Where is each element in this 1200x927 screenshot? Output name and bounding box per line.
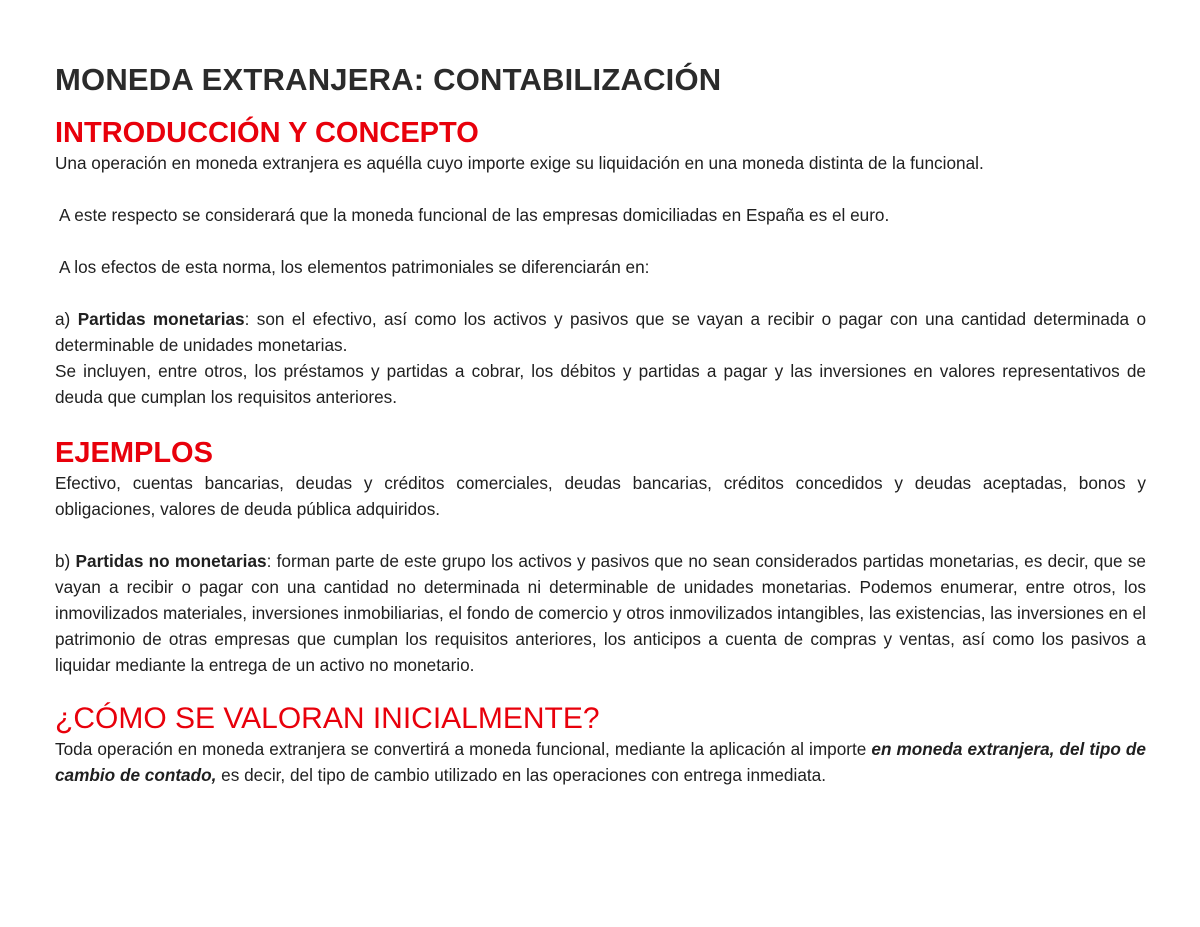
paragraph-definition: Una operación en moneda extranjera es aquélla cuyo importe exige su liquidación en una moneda distinta de la funcional. bbox=[55, 153, 984, 173]
paragraph-functional-currency: A este respecto se considerará que la moneda funcional de las empresas domiciliadas en España es el euro. bbox=[59, 205, 890, 225]
item-b-text: : forman parte de este grupo los activos y pasivos que no sean considerados partidas monetarias, es decir, que se vayan a recibir o pagar con una cantidad no determinada ni determinable de unidades monetarias. Podemos enumerar, entre otros, los inmovilizados materiales, inversiones inmobiliarias, el fondo de comercio y otros inmovilizados intangibles, las existencias, las inversiones en el patrimonio de otras empresas que cumplan los requisitos anteriores, los anticipos a cuenta de compras y ventas, así como los pasivos a liquidar mediante la entrega de un activo no monetario. bbox=[55, 551, 1146, 675]
spacer bbox=[55, 522, 1146, 548]
paragraph-examples: Efectivo, cuentas bancarias, deudas y créditos comerciales, deudas bancarias, créditos concedidos y deudas aceptadas, bonos y obligaciones, valores de deuda pública adquiridos. bbox=[55, 473, 1146, 519]
spacer bbox=[55, 228, 1146, 254]
section-heading-introduccion: INTRODUCCIÓN Y CONCEPTO bbox=[55, 117, 479, 149]
spacer bbox=[55, 176, 1146, 202]
valuation-text-start: Toda operación en moneda extranjera se convertirá a moneda funcional, mediante la aplicación al importe bbox=[55, 739, 872, 759]
document-page bbox=[55, 58, 1146, 788]
paragraph-monetary-items bbox=[55, 306, 1146, 358]
document-title: MONEDA EXTRANJERA: CONTABILIZACIÓN bbox=[55, 62, 722, 97]
valuation-text-end: es decir, del tipo de cambio utilizado en las operaciones con entrega inmediata. bbox=[216, 765, 826, 785]
section-heading-ejemplos: EJEMPLOS bbox=[55, 437, 213, 469]
paragraph-non-monetary-items bbox=[55, 548, 1146, 678]
paragraph-elements-intro: A los efectos de esta norma, los elementos patrimoniales se diferenciarán en: bbox=[59, 257, 650, 277]
spacer bbox=[55, 280, 1146, 306]
paragraph-monetary-items-extra: Se incluyen, entre otros, los préstamos y partidas a cobrar, los débitos y partidas a pagar y las inversiones en valores representativos de deuda que cumplan los requisitos anteriores. bbox=[55, 361, 1146, 407]
item-a-text: : son el efectivo, así como los activos y pasivos que se vayan a recibir o pagar con una cantidad determinada o determinable de unidades monetarias. bbox=[55, 309, 1147, 355]
item-a-prefix: a) bbox=[55, 309, 78, 329]
section-heading-valoracion: ¿CÓMO SE VALORAN INICIALMENTE? bbox=[55, 702, 600, 735]
item-b-prefix: b) bbox=[55, 551, 76, 571]
valuation-emphasis: en moneda extranjera, del tipo de cambio de contado, bbox=[55, 739, 1146, 785]
spacer bbox=[55, 678, 1146, 702]
paragraph-initial-valuation bbox=[55, 736, 1146, 788]
spacer bbox=[55, 410, 1146, 436]
item-a-term: Partidas monetarias bbox=[77, 309, 245, 329]
item-b-term: Partidas no monetarias bbox=[75, 551, 267, 571]
